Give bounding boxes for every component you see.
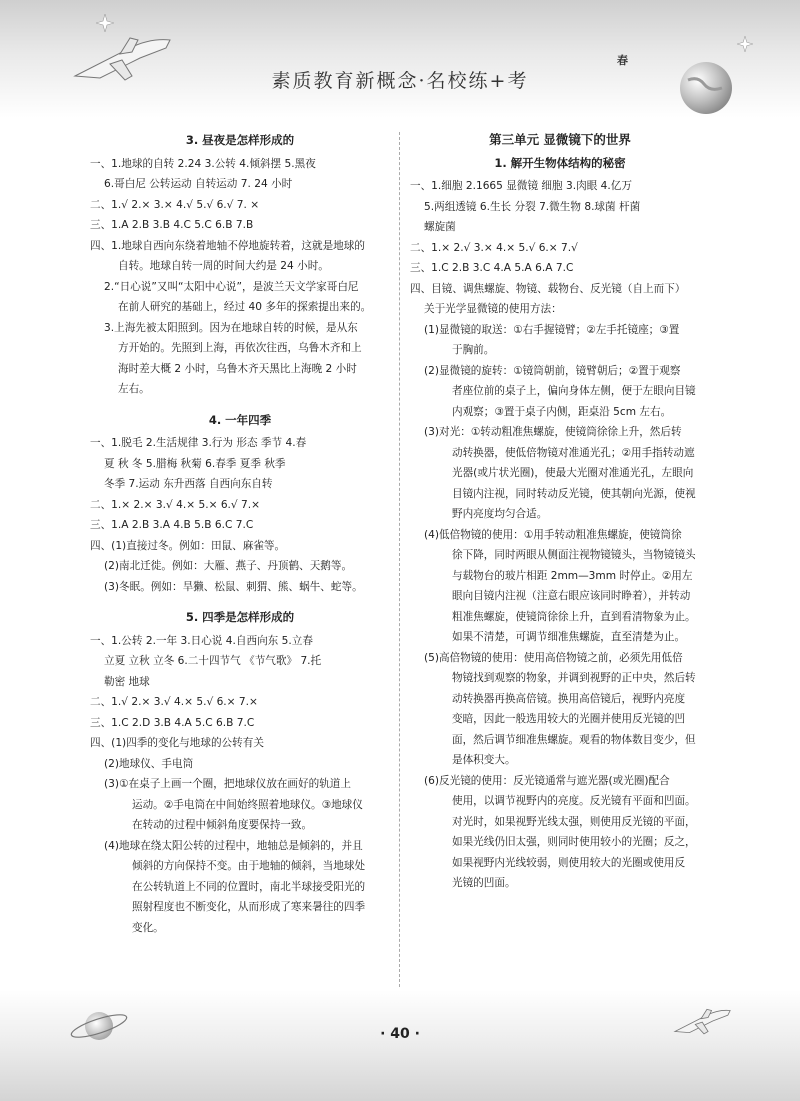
answer-line: 四、1.地球自西向东绕着地轴不停地旋转着，这就是地球的 [90,239,365,252]
answer-line: 四、(1)直接过冬。例如：田鼠、麻雀等。 [90,539,286,552]
answer-line: 四、(1)四季的变化与地球的公转有关 [90,737,264,749]
answer-line: (4)低倍物镜的使用：①用手转动粗准焦螺旋，使镜筒徐 [424,528,682,541]
answer-line: 是体积变大。 [452,754,516,766]
season-label: 春 [617,54,628,67]
answer-line: 二、1.× 2.√ 3.× 4.× 5.√ 6.× 7.√ [410,241,578,254]
answer-line: 海时差大概 2 小时，乌鲁木齐天黑比上海晚 2 小时 [118,362,357,375]
answer-line: 动转换器，使低倍物镜对准通光孔；②用手指转动遮 [452,446,695,459]
answer-line: (3)对光：①转动粗准焦螺旋，使镜筒徐徐上升，然后转 [424,426,682,438]
answer-line: 二、1.√ 2.× 3.× 4.√ 5.√ 6.√ 7. × [90,198,260,211]
answer-line: 内观察；③置于桌子内侧，距桌沿 5cm 左右。 [452,405,672,418]
answer-line: 夏 秋 冬 5.腊梅 秋菊 6.春季 夏季 秋季 [104,457,286,470]
answer-line: 一、1.脱毛 2.生活规律 3.行为 形态 季节 4.春 [90,437,307,449]
answer-line: (3)①在桌子上画一个圈，把地球仪放在画好的轨道上 [104,778,351,790]
answer-line: 6.哥白尼 公转运动 自转运动 7. 24 小时 [104,178,293,190]
answer-line: 四、目镜、调焦螺旋、物镜、载物台、反光镜（自上而下） [410,282,686,295]
answer-line: 光镜的凹面。 [452,877,516,889]
answer-line: 如果不清楚，可调节细准焦螺旋，直至清楚为止。 [452,631,686,643]
answer-line: 与载物台的玻片相距 2mm—3mm 时停止。②用左 [452,569,693,582]
answer-line: 立夏 立秋 立冬 6.二十四节气 《节气歌》 7.托 [104,655,322,667]
answer-line: 勒密 地球 [104,675,150,688]
page-number: · 40 · [380,1026,420,1042]
page-title: 素质教育新概念·名校练+考 [271,70,529,92]
answer-line: 如果视野内光线较弱，则使用较大的光圈或使用反 [452,856,686,869]
answer-line: 二、1.√ 2.× 3.√ 4.× 5.√ 6.× 7.× [90,696,258,708]
section-title: 3. 昼夜是怎样形成的 [185,133,295,147]
answer-line: 2.“日心说”又叫“太阳中心说”，是波兰天文学家哥白尼 [104,280,359,293]
answer-line: 如果光线仍旧太强，则同时使用较小的光圈；反之， [452,836,696,848]
answer-line: 眼向目镜内注视（注意右眼应该同时睁着），并转动 [452,590,691,602]
answer-line: 动转换器再换高倍镜。换用高倍镜后，视野内亮度 [452,692,686,705]
answer-line: 在转动的过程中倾斜角度要保持一致。 [132,819,313,831]
answer-line: 照射程度也不断变化，从而形成了寒来暑往的四季 [132,901,366,913]
answer-line: 于胸前。 [452,344,495,356]
answer-line: 三、1.A 2.B 3.A 4.B 5.B 6.C 7.C [90,519,254,531]
answer-line: (6)反光镜的使用：反光镜通常与遮光器(或光圈)配合 [424,774,670,787]
sparkle-icon [96,14,114,32]
answer-line: (4)地球在绕太阳公转的过程中，地轴总是倾斜的，并且 [104,839,363,852]
answer-line: 三、1.C 2.B 3.C 4.A 5.A 6.A 7.C [410,262,574,274]
left-column [90,128,390,938]
answer-line: 者座位前的桌子上，偏向身体左侧，便于左眼向目镜 [452,385,696,397]
section-title: 1. 解开生物体结构的秘密 [494,155,626,170]
answer-line: 二、1.× 2.× 3.√ 4.× 5.× 6.√ 7.× [90,498,261,511]
unit-title: 第三单元 显微镜下的世界 [489,132,631,147]
answer-line: (2)南北迁徙。例如：大雁、燕子、丹顶鹤、天鹅等。 [104,560,353,572]
answer-line: 三、1.A 2.B 3.B 4.C 5.C 6.B 7.B [90,219,254,231]
answer-line: 关于光学显微镜的使用方法： [424,303,562,315]
answer-line: 粗准焦螺旋，使镜筒徐徐上升，直到看清物象为止。 [452,610,696,623]
answer-line: 目镜内注视，同时转动反光镜，使其朝向光源，使视 [452,487,696,500]
answer-line: 野内亮度均匀合适。 [452,508,548,520]
answer-line: 一、1.细胞 2.1665 显微镜 细胞 3.肉眼 4.亿万 [410,180,632,192]
sparkle-icon [737,36,753,52]
answer-line: 倾斜的方向保持不变。由于地轴的倾斜，当地球处 [132,860,366,872]
answer-line: 对光时，如果视野光线太强，则使用反光镜的平面， [452,815,696,828]
answer-line: 左右。 [118,383,150,395]
section-title: 5. 四季是怎样形成的 [185,610,295,624]
right-column [410,128,710,894]
answer-line: 一、1.公转 2.一年 3.日心说 4.自西向东 5.立春 [90,634,313,647]
answer-line: 运动。②手电筒在中间始终照着地球仪。③地球仪 [132,798,363,811]
answer-line: (2)地球仪、手电筒 [104,757,194,770]
answer-line: 方开始的。先照到上海，再依次往西，乌鲁木齐和上 [118,342,362,354]
column-divider [399,132,400,987]
answer-line: 变暗，因此一般选用较大的光圈并使用反光镜的凹 [452,713,686,725]
answer-line: 使用，以调节视野内的亮度。反光镜有平面和凹面。 [452,795,696,807]
answer-line: 变化。 [132,921,164,934]
answer-line: 光器(或片状光圈)，使最大光圈对准通光孔，左眼向 [452,467,694,479]
answer-line: (5)高倍物镜的使用：使用高倍物镜之前，必须先用低倍 [424,651,683,664]
answer-line: 冬季 7.运动 东升西落 自西向东自转 [104,478,273,490]
answer-line: 面，然后调节细准焦螺旋。观看的物体数目变少，但 [452,733,696,746]
answer-line: 三、1.C 2.D 3.B 4.A 5.C 6.B 7.C [90,716,255,729]
answer-line: (2)显微镜的旋转：①镜筒朝前，镜臂朝后；②置于观察 [424,364,681,377]
section-title: 4. 一年四季 [208,412,272,427]
answer-line: 在公转轨道上不同的位置时，南北半球接受阳光的 [132,880,366,893]
answer-line: 3.上海先被太阳照到。因为在地球自转的时候，是从东 [104,321,358,334]
answer-line: 5.两组透镜 6.生长 分裂 7.微生物 8.球菌 杆菌 [424,200,641,213]
answer-line: (3)冬眠。例如：旱獭、松鼠、刺猬、熊、蜗牛、蛇等。 [104,580,363,593]
answer-line: 徐下降，同时两眼从侧面注视物镜镜头，当物镜镜头 [452,549,696,561]
answer-line: 一、1.地球的自转 2.24 3.公转 4.倾斜摆 5.黑夜 [90,157,316,170]
answer-line: 自转。地球自转一周的时间大约是 24 小时。 [118,260,329,272]
answer-line: (1)显微镜的取送：①右手握镜臂；②左手托镜座；③置 [424,323,680,336]
answer-line: 物镜找到观察的物象，并调到视野的正中央，然后转 [452,672,696,684]
answer-line: 在前人研究的基础上，经过 40 多年的探索提出来的。 [118,301,372,313]
answer-line: 螺旋菌 [424,221,456,233]
